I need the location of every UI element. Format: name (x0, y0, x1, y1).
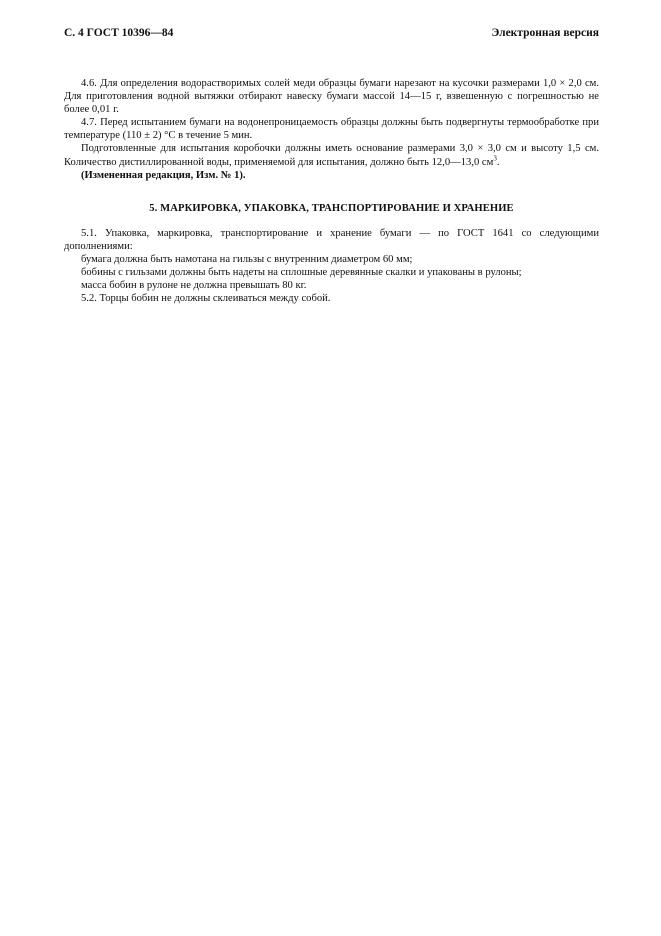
section-5-title: 5. МАРКИРОВКА, УПАКОВКА, ТРАНСПОРТИРОВАНИЕ И ХРАНЕНИЕ (149, 202, 514, 214)
list-item-3: масса бобин в рулоне не должна превышать 80 кг. (81, 280, 307, 292)
paragraph-5-2: 5.2. Торцы бобин не должны склеиваться между собой. (81, 293, 331, 305)
header-right: Электронная версия (491, 27, 599, 39)
body-text (64, 77, 599, 182)
paragraph-4-6: 4.6. Для определения водорастворимых солей меди образцы бумаги нарезают на кусочки размерами 1,0 × 2,0 см. Для приготовления водной вытяжки отбирают навеску бумаги массой 14—15 г, взвешенную с погрешностью не более 0,01 г. (64, 78, 599, 116)
section-5-body (64, 227, 599, 306)
list-item-2: бобины с гильзами должны быть надеты на сплошные деревянные скалки и упакованы в рулоны; (81, 267, 522, 279)
document-page (64, 27, 599, 305)
paragraph-boxes-end: . (496, 156, 500, 168)
page-header (64, 27, 599, 49)
paragraph-boxes (64, 142, 599, 168)
paragraph-5-1: 5.1. Упаковка, маркировка, транспортирование и хранение бумаги — по ГОСТ 1641 со следующими дополнениями: (64, 227, 599, 252)
header-left: С. 4 ГОСТ 10396—84 (64, 27, 174, 39)
paragraph-boxes-text: Подготовленные для испытания коробочки должны иметь основание размерами 3,0 × 3,0 см и высоту 1,5 см. Количество дистиллированной воды, применяемой для испытания, должно быть 12,0—13,0 см (64, 143, 599, 168)
list-item-1: бумага должна быть намотана на гильзы с внутренним диаметром 60 мм; (81, 253, 413, 265)
superscript-3: 3 (493, 154, 497, 163)
amendment-note: (Измененная редакция, Изм. № 1). (81, 169, 246, 181)
paragraph-4-7: 4.7. Перед испытанием бумаги на водонепроницаемость образцы должны быть подвергнуты термообработке при температуре (110 ± 2) °С в течение 5 мин. (64, 117, 599, 142)
